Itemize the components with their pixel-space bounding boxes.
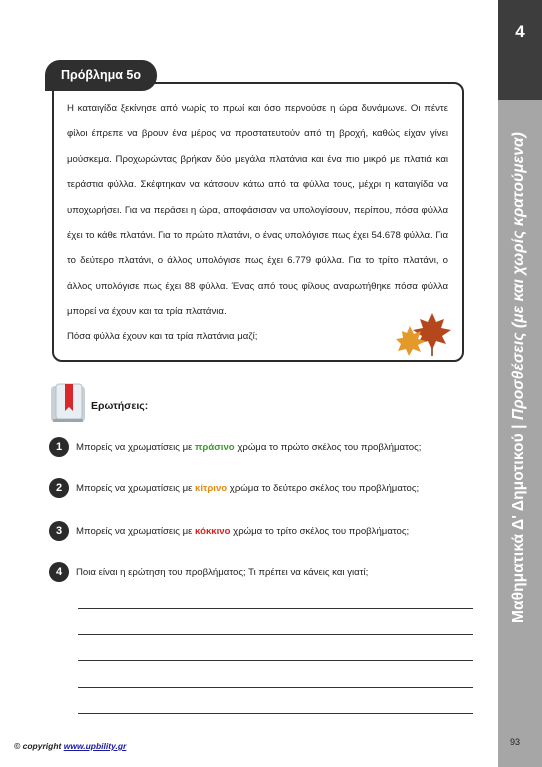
question-text [76, 526, 409, 537]
answer-line[interactable] [78, 687, 473, 688]
chapter-number-box [498, 0, 542, 100]
page-number: 93 [510, 737, 521, 747]
problem-tab [45, 60, 157, 91]
question-4 [49, 562, 368, 582]
bookmark-book-icon [50, 383, 86, 423]
sidebar-title-main: Μαθηματικά Δ' Δημοτικού | [510, 420, 527, 623]
questions-heading: Ερωτήσεις: [91, 400, 149, 412]
answer-line[interactable] [78, 608, 473, 609]
question-text-start: Μπορείς να χρωματίσεις με [76, 525, 196, 537]
copyright-notice [14, 741, 126, 751]
answer-line[interactable] [78, 660, 473, 661]
copyright-prefix: © copyright [14, 741, 64, 751]
question-3 [49, 521, 409, 541]
problem-question: Πόσα φύλλα έχουν και τα τρία πλατάνια μαζί; [67, 331, 258, 342]
question-number: 1 [49, 437, 69, 457]
question-text-end: χρώμα το δεύτερο σκέλος του προβλήματος; [227, 482, 420, 494]
problem-tab-label: Πρόβλημα 5ο [60, 68, 141, 82]
answer-line[interactable] [78, 634, 473, 635]
chapter-number: 4 [515, 22, 525, 41]
problem-text: Η καταιγίδα ξεκίνησε από νωρίς το πρωί και όσο περνούσε η ώρα δυνάμωνε. Οι πέντε φίλοι έπρεπε να βρουν ένα μέρος να προστατευτούν από τη βροχή, καθώς είχαν γίνει μούσκεμα. Προχωρώντας βρήκαν δύο μεγάλα πλατάνια και ένα πιο μικρό με πλατιά και τεράστια φύλλα. Σκέφτηκαν να κάτσουν κάτω από τα φύλλα τους, μέχρι η καταιγίδα να υποχωρήσει. Για να περάσει η ώρα, αποφάσισαν να υπολογίσουν, περίπου, πόσα φύλλα έχει το κάθε πλατάνι. Για το πρώτο πλατάνι, ο ένας υπολόγισε πως έχει 54.678 φύλλα. Για το δεύτερο πλατάνι, ο άλλος υπολόγισε πως έχει 6.779 φύλλα. Για το τρίτο πλατάνι, ο άλλος υπολόγισε πως έχει 88 φύλλα. Ένας από τους φίλους αναρωτήθηκε πόσα φύλλα μπορεί να έχουν και τα τρία πλατάνια. [67, 103, 448, 318]
question-text-end: χρώμα το πρώτο σκέλος του προβλήματος; [234, 441, 422, 453]
color-keyword-green: πράσινο [195, 441, 235, 453]
question-number: 3 [49, 521, 69, 541]
question-text-start: Μπορείς να χρωματίσεις με [76, 482, 196, 494]
question-text-start: Ποια είναι η ερώτηση του προβλήματος; Τι πρέπει να κάνεις και γιατί; [76, 566, 369, 578]
sidebar-title [510, 132, 528, 623]
autumn-leaves-icon [396, 310, 454, 358]
question-number: 2 [49, 478, 69, 498]
color-keyword-yellow: κίτρινο [195, 482, 228, 494]
website-link[interactable]: www.upbility.gr [63, 741, 127, 751]
sidebar-title-topic: Προσθέσεις (με και χωρίς κρατούμενα) [510, 132, 527, 420]
question-1 [49, 437, 421, 457]
answer-line[interactable] [78, 713, 473, 714]
question-text [76, 567, 368, 578]
question-number: 4 [49, 562, 69, 582]
question-text-start: Μπορείς να χρωματίσεις με [76, 441, 196, 453]
question-2 [49, 478, 419, 498]
question-text-end: χρώμα το τρίτο σκέλος του προβλήματος; [230, 525, 410, 537]
question-text [76, 483, 419, 494]
question-text [76, 442, 421, 453]
color-keyword-red: κόκκινο [195, 525, 231, 537]
